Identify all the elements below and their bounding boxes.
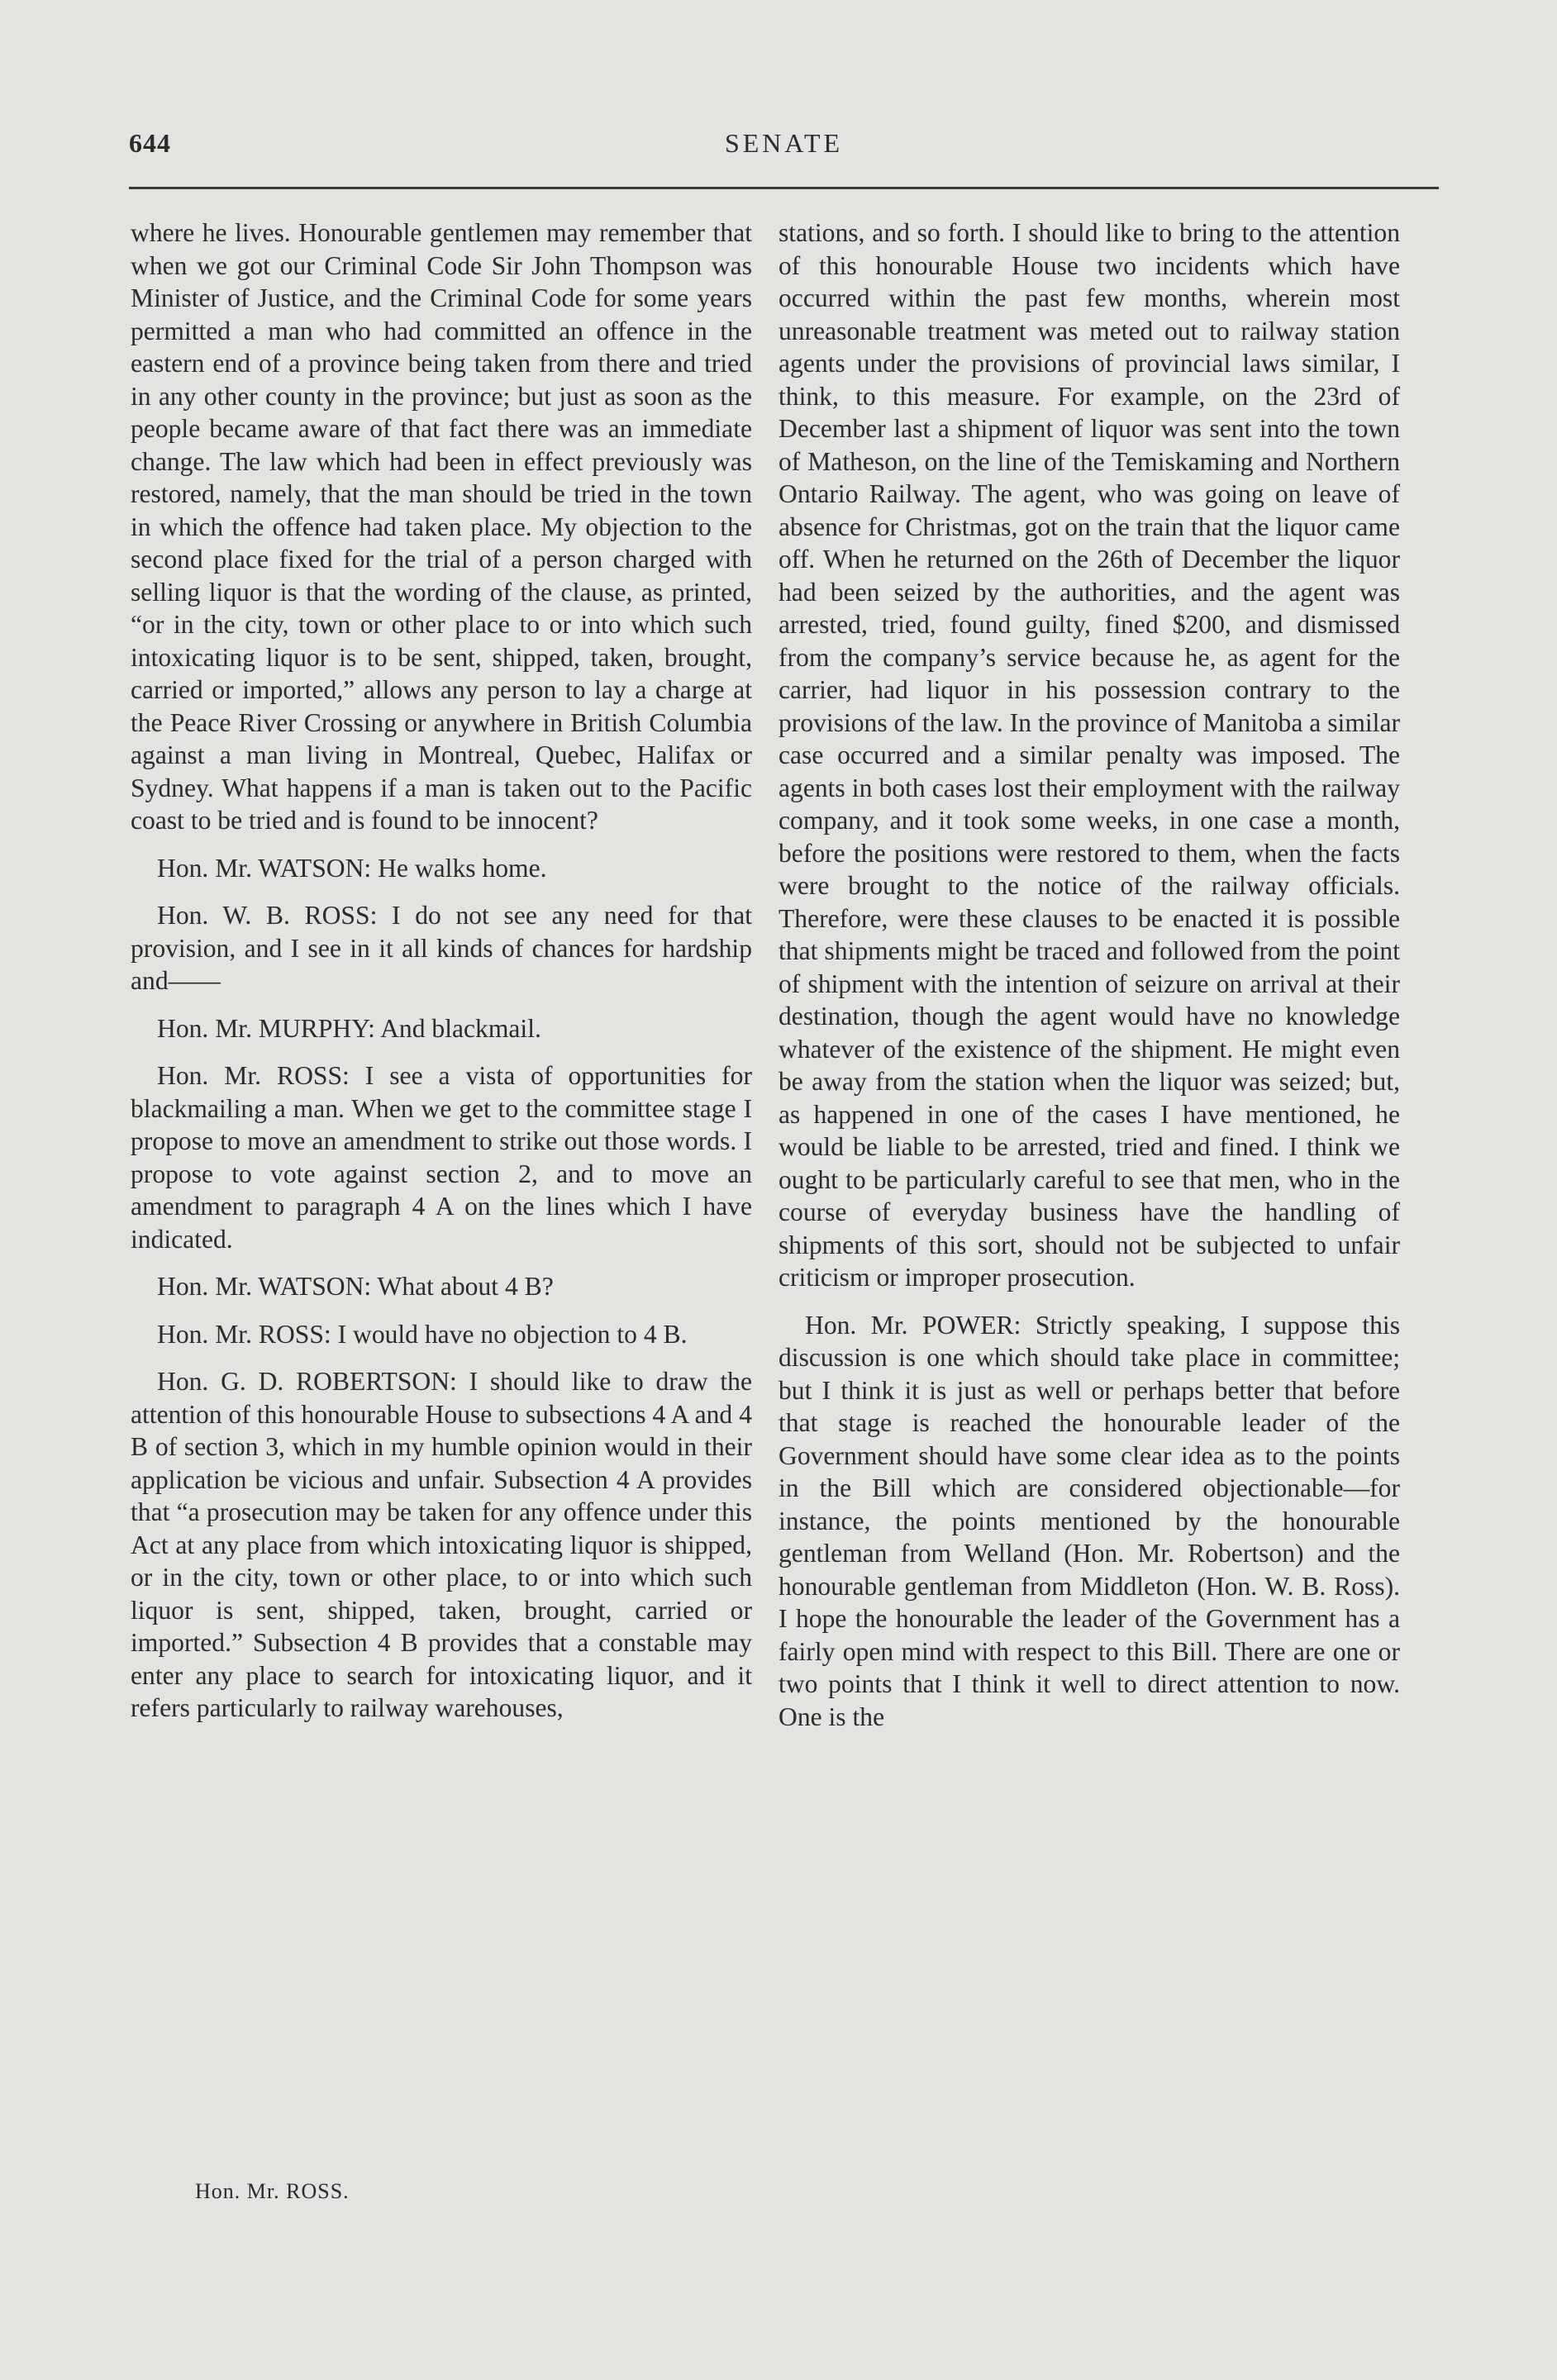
speech-paragraph: Hon. Mr. MURPHY: And blackmail. bbox=[157, 1013, 541, 1043]
paragraph: where he lives. Honourable gentlemen may remember that when we got our Criminal Code Sir John Thompson was Minister of Justice, and the Criminal Code for some years permitted a man who had committed an offence in the eastern end of a province being taken from there and tried in any other county in the province; but just as soon as the people became aware of that fact there was an immediate change. The law which had been in effect previously was restored, namely, that the man should be tried in the town in which the offence had taken place. My objection to the second place fixed for the trial of a person charged with selling liquor is that the wording of the clause, as printed, “or in the city, town or other place to or into which such intoxicating liquor is to be sent, shipped, taken, brought, carried or imported,” allows any person to lay a charge at the Peace River Crossing or anywhere in British Columbia against a man living in Montreal, Quebec, Halifax or Sydney. What happens if a man is taken out to the Pacific coast to be tried and is found to be innocent? bbox=[131, 218, 752, 835]
page-number: 644 bbox=[129, 128, 171, 158]
header-rule bbox=[129, 187, 1439, 189]
left-column bbox=[131, 217, 752, 1725]
footer-speaker-line: Hon. Mr. ROSS. bbox=[195, 2179, 350, 2203]
speech-paragraph: Hon. Mr. ROSS: I would have no objection to 4 B. bbox=[157, 1319, 688, 1349]
speech-paragraph: Hon. W. B. ROSS: I do not see any need for that provision, and I see in it all kinds of chances for hardship and—— bbox=[131, 901, 752, 995]
speech-paragraph: Hon. Mr. ROSS: I see a vista of opportunities for blackmailing a man. When we get to the committee stage I propose to move an amendment to strike out those words. I propose to vote against section 2, and to move an amendment to paragraph 4 A on the lines which I have indicated. bbox=[131, 1061, 752, 1254]
running-head: SENATE bbox=[724, 128, 844, 158]
speech-paragraph: Hon. Mr. WATSON: He walks home. bbox=[157, 853, 547, 883]
page-header bbox=[129, 128, 1439, 169]
paragraph: stations, and so forth. I should like to bring to the attention of this honourable House two incidents which have occurred within the past few months, wherein most unreasonable treatment was meted out to railway station agents under the provisions of provincial laws similar, I think, to this measure. For example, on the 23rd of December last a shipment of liquor was sent into the town of Matheson, on the line of the Temiskaming and Northern Ontario Railway. The agent, who was going on leave of absence for Christmas, got on the train that the liquor came off. When he returned on the 26th of December the liquor had been seized by the authorities, and the agent was arrested, tried, found guilty, fined $200, and dismissed from the company’s service because he, as agent for the carrier, had liquor in his possession contrary to the provisions of the law. In the province of Manitoba a similar case occurred and a similar penalty was imposed. The agents in both cases lost their employment with the railway company, and it took some weeks, in one case a month, before the positions were restored to them, when the facts were brought to the notice of the railway officials. Therefore, were these clauses to be enacted it is possible that shipments might be traced and followed from the point of shipment with the intention of seizure on arrival at their destination, though the agent would have no knowledge whatever of the existence of the shipment. He might even be away from the station when the liquor was seized; but, as happened in one of the cases I have mentioned, he would be liable to be arrested, tried and fined. I think we ought to be particularly careful to see that men, who in the course of everyday business have the handling of shipments of this sort, should not be subjected to unfair criticism or improper prosecution. bbox=[778, 218, 1400, 1292]
speech-paragraph: Hon. G. D. ROBERTSON: I should like to draw the attention of this honourable House to subsections 4 A and 4 B of section 3, which in my humble opinion would in their application be vicious and unfair. Subsection 4 A provides that “a prosecution may be taken for any offence under this Act at any place from which intoxicating liquor is shipped, or in the city, town or other place, to or into which such liquor is sent, shipped, taken, brought, carried or imported.” Subsection 4 B provides that a constable may enter any place to search for intoxicating liquor, and it refers particularly to railway warehouses, bbox=[131, 1367, 752, 1722]
speech-paragraph: Hon. Mr. POWER: Strictly speaking, I suppose this discussion is one which should take place in committee; but I think it is just as well or perhaps better that before that stage is reached the honourable leader of the Government should have some clear idea as to the points in the Bill which are considered objectionable—for instance, the points mentioned by the honourable gentleman from Welland (Hon. Mr. Robertson) and the honourable gentleman from Middleton (Hon. W. B. Ross). I hope the honourable the leader of the Government has a fairly open mind with respect to this Bill. There are one or two points that I think it well to direct attention to now. One is the bbox=[778, 1310, 1400, 1731]
right-column bbox=[778, 217, 1400, 1733]
speech-paragraph: Hon. Mr. WATSON: What about 4 B? bbox=[157, 1272, 554, 1301]
